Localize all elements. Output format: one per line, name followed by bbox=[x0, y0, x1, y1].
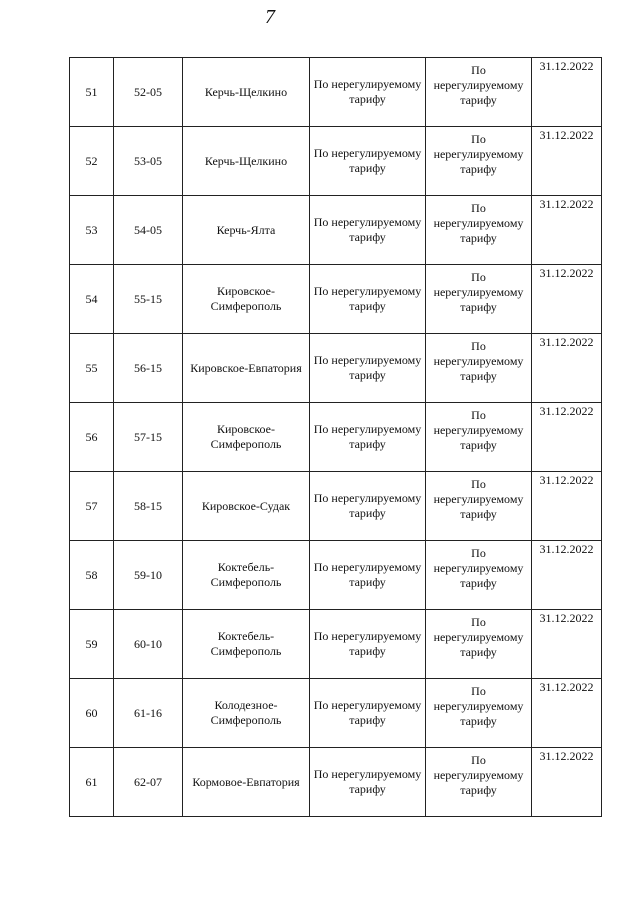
table-row bbox=[70, 472, 602, 541]
end-date: 31.12.2022 bbox=[532, 541, 602, 610]
route-name: Кировское-Симферополь bbox=[183, 403, 310, 472]
route-name: Кормовое-Евпатория bbox=[183, 748, 310, 817]
end-date: 31.12.2022 bbox=[532, 58, 602, 127]
table-row bbox=[70, 541, 602, 610]
route-code: 57-15 bbox=[114, 403, 183, 472]
tariff-b: По нерегулируемому тарифу bbox=[426, 196, 532, 265]
end-date: 31.12.2022 bbox=[532, 334, 602, 403]
row-number: 60 bbox=[70, 679, 114, 748]
route-name: Керчь-Щелкино bbox=[183, 58, 310, 127]
tariff-a: По нерегулируемому тарифу bbox=[310, 196, 426, 265]
tariff-b: По нерегулируемому тарифу bbox=[426, 748, 532, 817]
route-code: 59-10 bbox=[114, 541, 183, 610]
table-row bbox=[70, 265, 602, 334]
row-number: 52 bbox=[70, 127, 114, 196]
route-name: Коктебель-Симферополь bbox=[183, 541, 310, 610]
row-number: 53 bbox=[70, 196, 114, 265]
row-number: 55 bbox=[70, 334, 114, 403]
table-row bbox=[70, 403, 602, 472]
row-number: 51 bbox=[70, 58, 114, 127]
end-date: 31.12.2022 bbox=[532, 265, 602, 334]
table-row bbox=[70, 196, 602, 265]
row-number: 56 bbox=[70, 403, 114, 472]
route-name: Кировское-Судак bbox=[183, 472, 310, 541]
tariff-a: По нерегулируемому тарифу bbox=[310, 679, 426, 748]
route-code: 61-16 bbox=[114, 679, 183, 748]
row-number: 58 bbox=[70, 541, 114, 610]
tariff-a: По нерегулируемому тарифу bbox=[310, 127, 426, 196]
end-date: 31.12.2022 bbox=[532, 610, 602, 679]
table-row bbox=[70, 610, 602, 679]
route-name: Кировское-Евпатория bbox=[183, 334, 310, 403]
tariff-b: По нерегулируемому тарифу bbox=[426, 58, 532, 127]
tariff-b: По нерегулируемому тарифу bbox=[426, 403, 532, 472]
tariff-b: По нерегулируемому тарифу bbox=[426, 541, 532, 610]
route-name: Керчь-Щелкино bbox=[183, 127, 310, 196]
route-code: 55-15 bbox=[114, 265, 183, 334]
route-code: 62-07 bbox=[114, 748, 183, 817]
end-date: 31.12.2022 bbox=[532, 127, 602, 196]
route-code: 52-05 bbox=[114, 58, 183, 127]
route-name: Керчь-Ялта bbox=[183, 196, 310, 265]
route-name: Коктебель-Симферополь bbox=[183, 610, 310, 679]
row-number: 59 bbox=[70, 610, 114, 679]
tariff-b: По нерегулируемому тарифу bbox=[426, 610, 532, 679]
tariff-b: По нерегулируемому тарифу bbox=[426, 127, 532, 196]
tariff-a: По нерегулируемому тарифу bbox=[310, 748, 426, 817]
route-code: 60-10 bbox=[114, 610, 183, 679]
tariff-b: По нерегулируемому тарифу bbox=[426, 679, 532, 748]
tariff-b: По нерегулируемому тарифу bbox=[426, 472, 532, 541]
end-date: 31.12.2022 bbox=[532, 748, 602, 817]
route-code: 53-05 bbox=[114, 127, 183, 196]
end-date: 31.12.2022 bbox=[532, 679, 602, 748]
tariff-a: По нерегулируемому тарифу bbox=[310, 403, 426, 472]
row-number: 57 bbox=[70, 472, 114, 541]
end-date: 31.12.2022 bbox=[532, 196, 602, 265]
row-number: 61 bbox=[70, 748, 114, 817]
table-row bbox=[70, 58, 602, 127]
tariff-a: По нерегулируемому тарифу bbox=[310, 334, 426, 403]
tariff-a: По нерегулируемому тарифу bbox=[310, 541, 426, 610]
route-code: 58-15 bbox=[114, 472, 183, 541]
tariff-a: По нерегулируемому тарифу bbox=[310, 265, 426, 334]
page-number: 7 bbox=[265, 6, 275, 28]
table-row bbox=[70, 748, 602, 817]
route-code: 54-05 bbox=[114, 196, 183, 265]
table-row bbox=[70, 679, 602, 748]
tariff-a: По нерегулируемому тарифу bbox=[310, 472, 426, 541]
tariff-a: По нерегулируемому тарифу bbox=[310, 610, 426, 679]
routes-table bbox=[69, 57, 602, 817]
tariff-a: По нерегулируемому тарифу bbox=[310, 58, 426, 127]
table-row bbox=[70, 127, 602, 196]
route-code: 56-15 bbox=[114, 334, 183, 403]
end-date: 31.12.2022 bbox=[532, 403, 602, 472]
route-name: Кировское-Симферополь bbox=[183, 265, 310, 334]
tariff-b: По нерегулируемому тарифу bbox=[426, 334, 532, 403]
tariff-b: По нерегулируемому тарифу bbox=[426, 265, 532, 334]
route-name: Колодезное-Симферополь bbox=[183, 679, 310, 748]
row-number: 54 bbox=[70, 265, 114, 334]
table-row bbox=[70, 334, 602, 403]
end-date: 31.12.2022 bbox=[532, 472, 602, 541]
